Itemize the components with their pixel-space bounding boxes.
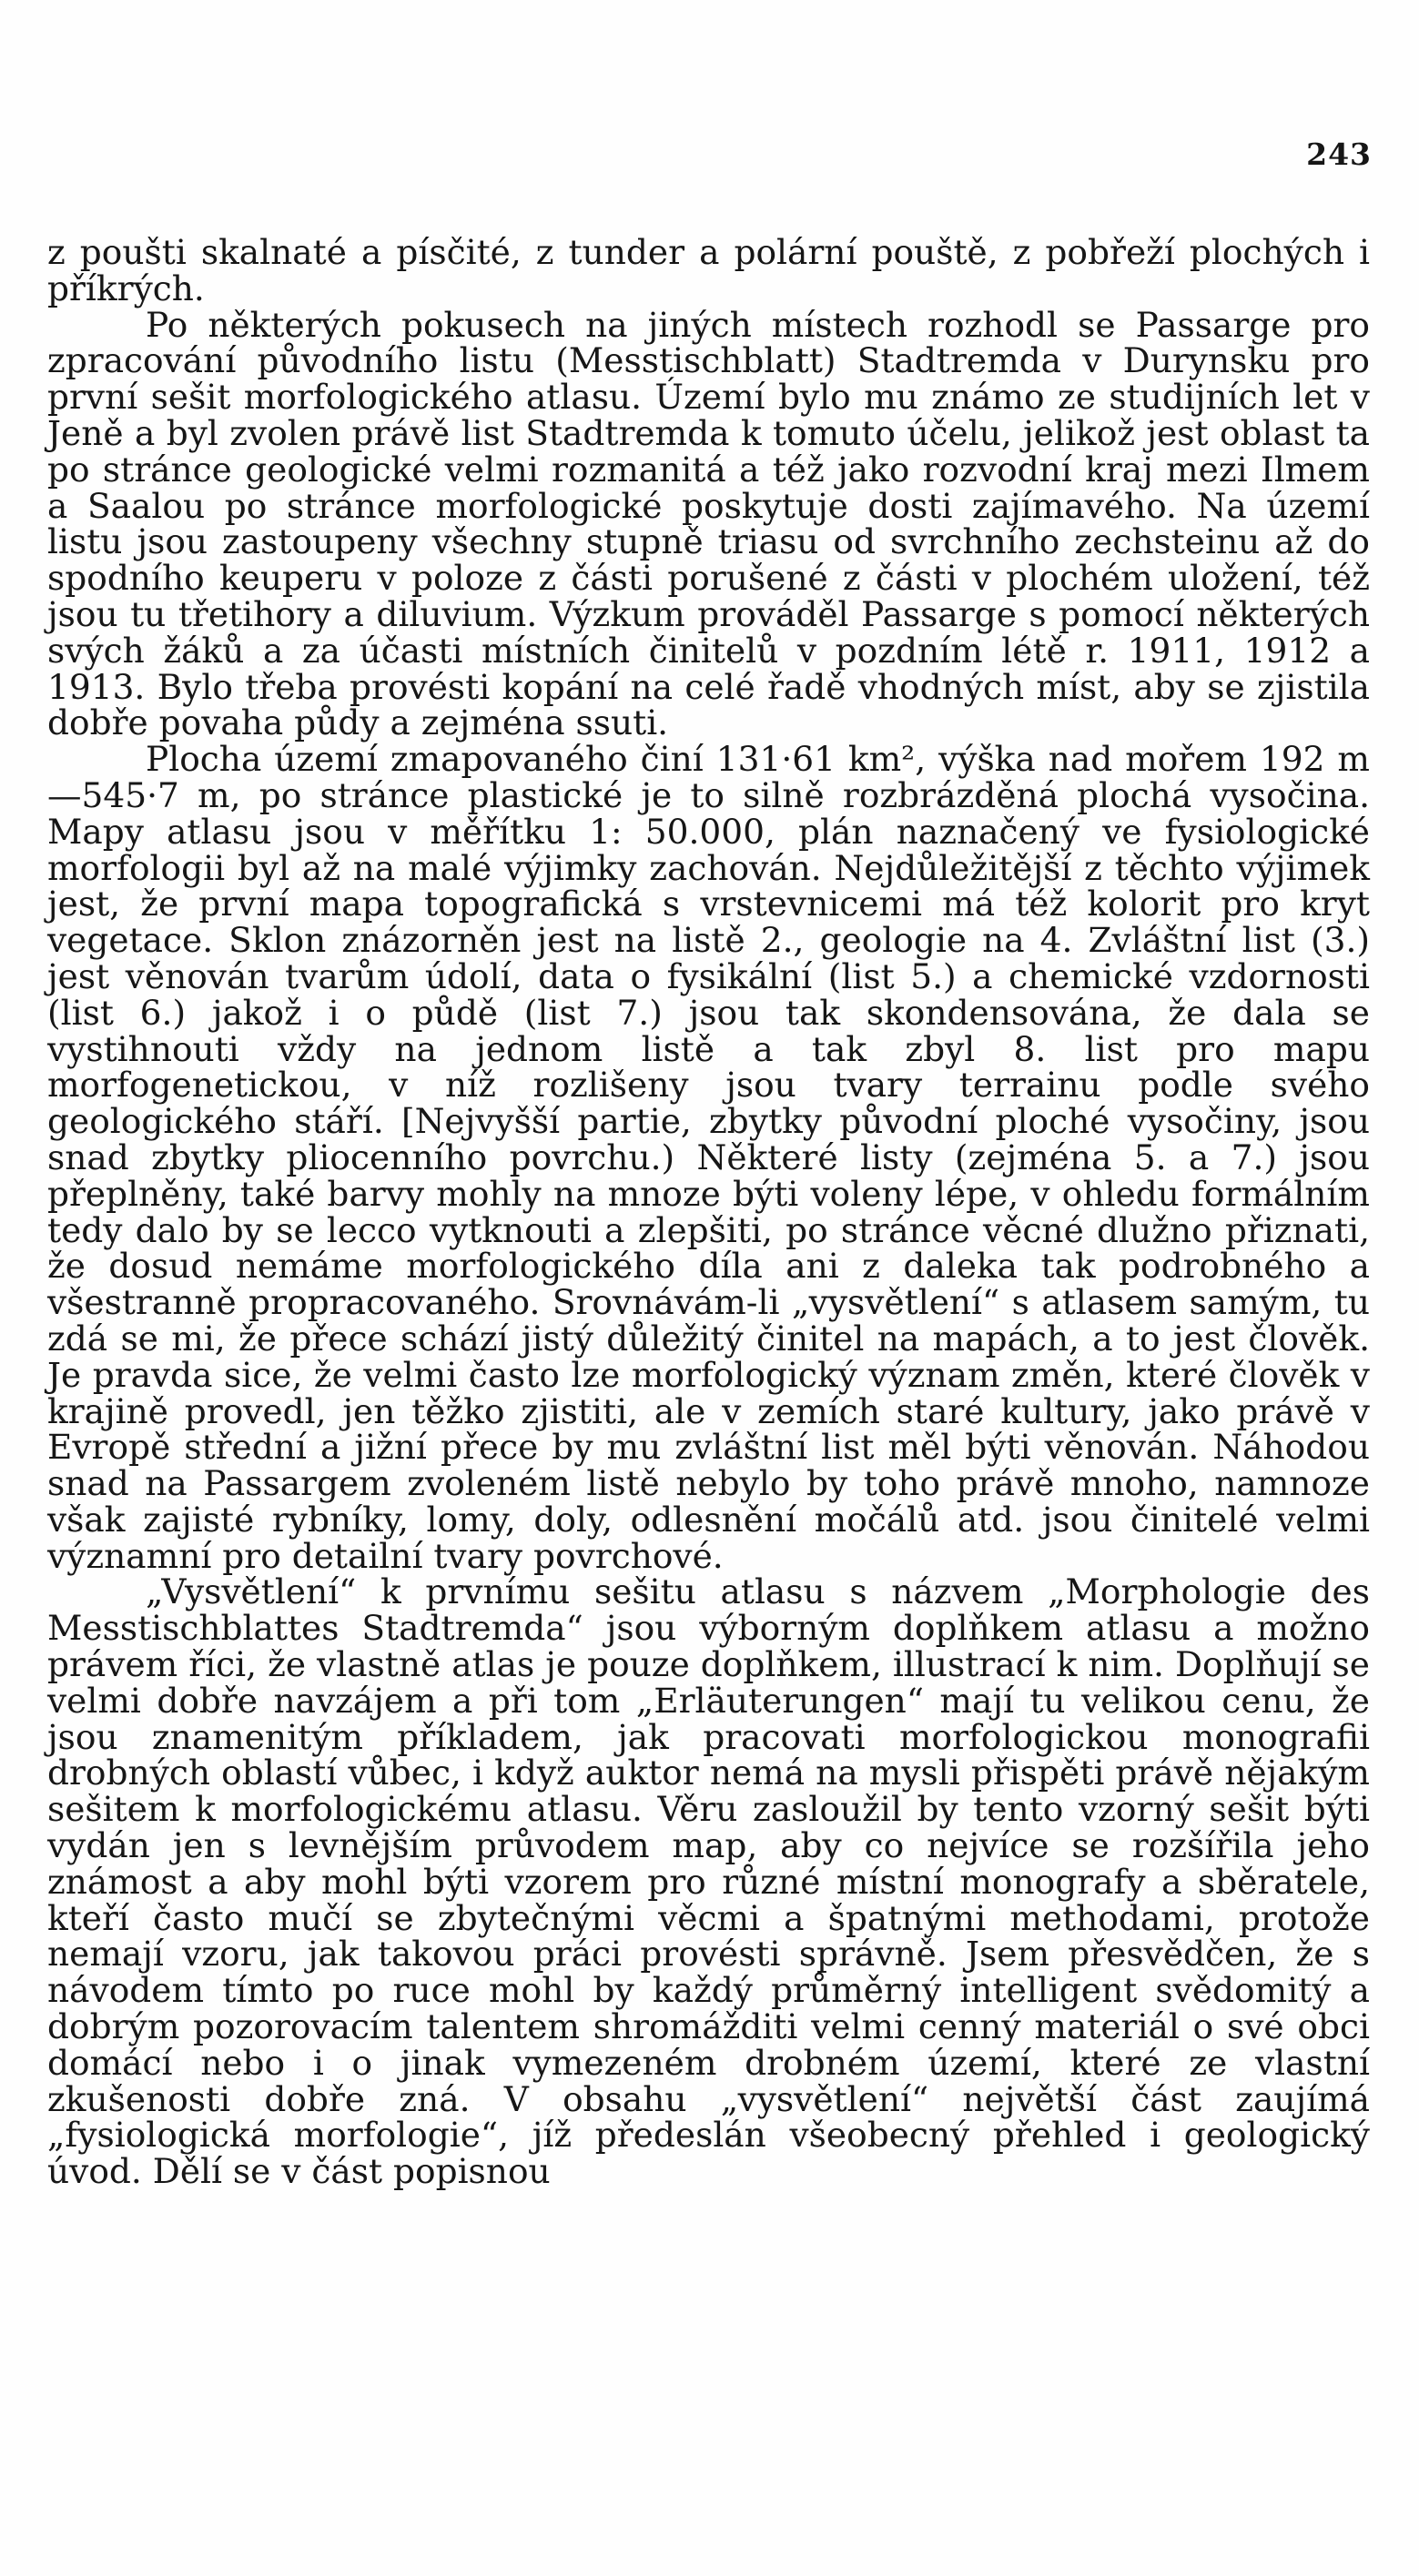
page-number: 243 bbox=[1306, 136, 1372, 172]
paragraph-4: „Vysvětlení“ k prvnímu sešitu atlasu s názvem „Morphologie des Messtischblattes Stadtremda“ jsou výborným doplňkem atlasu a možno právem říci, že vlastně atlas je pouze doplňkem, illustrací k nim. Doplňují se velmi dobře navzájem a při tom „Erläuterungen“ mají tu velikou cenu, že jsou znamenitým příkladem, jak pracovati morfologickou monografii drobných oblastí vůbec, i když auktor nemá na mysli přispěti právě nějakým sešitem k morfologickému atlasu. Věru zasloužil by tento vzorný sešit býti vydán jen s levnějším průvodem map, aby co nejvíce se rozšířila jeho známost a aby mohl býti vzorem pro různé místní monografy a sběratele, kteří často mučí se zbytečnými věcmi a špatnými methodami, protože nemají vzoru, jak takovou práci provésti správně. Jsem přesvědčen, že s návodem tímto po ruce mohl by každý průměrný intelligent svědomitý a dobrým pozorovacím talentem shromážditi velmi cenný materiál o své obci domácí nebo i o jinak vymezeném drobném území, které ze vlastní zkušenosti dobře zná. V obsahu „vysvětlení“ největší část zaujímá „fysiologická morfologie“, jíž předeslán všeobecný přehled i geologický úvod. Dělí se v část popisnou bbox=[47, 1571, 1370, 2192]
body-text bbox=[47, 232, 1370, 2192]
paragraph-1: z poušti skalnaté a písčité, z tunder a polární pouště, z pobřeží plochých i příkrých. bbox=[47, 232, 1370, 308]
paragraph-2: Po některých pokusech na jiných místech rozhodl se Passarge pro zpracování původního listu (Messtischblatt) Stadtremda v Durynsku pro první sešit morfologického atlasu. Území bylo mu známo ze studijních let v Jeně a byl zvolen právě list Stadtremda k tomuto účelu, jelikož jest oblast ta po stránce geologické velmi rozmanitá a též jako rozvodní kraj mezi Ilmem a Saalou po stránce morfologické poskytuje dosti zajímavého. Na území listu jsou zastoupeny všechny stupně triasu od svrchního zechsteinu až do spodního keuperu v poloze z části porušené z části v plochém uložení, též jsou tu třetihory a diluvium. Výzkum prováděl Passarge s pomocí některých svých žáků a za účasti místních činitelů v pozdním létě r. 1911, 1912 a 1913. Bylo třeba provésti kopání na celé řadě vhodných míst, aby se zjistila dobře povaha půdy a zejména ssuti. bbox=[47, 304, 1370, 743]
paragraph-3: Plocha území zmapovaného činí 131·61 km², výška nad mořem 192 m—545·7 m, po stránce plastické je to silně rozbrázděná plochá vysočina. Mapy atlasu jsou v měřítku 1: 50.000, plán naznačený ve fysiologické morfologii byl až na malé výjimky zachován. Nejdůležitější z těchto výjimek jest, že první mapa topografická s vrstevnicemi má též kolorit pro kryt vegetace. Sklon znázorněn jest na listě 2., geologie na 4. Zvláštní list (3.) jest věnován tvarům údolí, data o fysikální (list 5.) a chemické vzdornosti (list 6.) jakož i o půdě (list 7.) jsou tak skondensována, že dala se vystihnouti vždy na jednom listě a tak zbyl 8. list pro mapu morfogenetickou, v níž rozlišeny jsou tvary terrainu podle svého geologického stáří. [Nejvyšší partie, zbytky původní ploché vysočiny, jsou snad zbytky pliocenního povrchu.) Některé listy (zejména 5. a 7.) jsou přeplněny, také barvy mohly na mnoze býti voleny lépe, v ohledu formálním tedy dalo by se lecco vytknouti a zlepšiti, po stránce věcné dlužno přiznati, že dosud nemáme morfologického díla ani z daleka tak podrobného a všestranně propracovaného. Srovnávám-li „vysvětlení“ s atlasem samým, tu zdá se mi, že přece schází jistý důležitý činitel na mapách, a to jest člověk. Je pravda sice, že velmi často lze morfologický význam změn, které člověk v krajině provedl, jen těžko zjistiti, ale v zemích staré kultury, jako právě v Evropě střední a jižní přece by mu zvláštní list měl býti věnován. Náhodou snad na Passargem zvoleném listě nebylo by toho právě mnoho, namnoze však zajisté rybníky, lomy, doly, odlesnění močálů atd. jsou činitelé velmi významní pro detailní tvary povrchové. bbox=[47, 739, 1370, 1576]
